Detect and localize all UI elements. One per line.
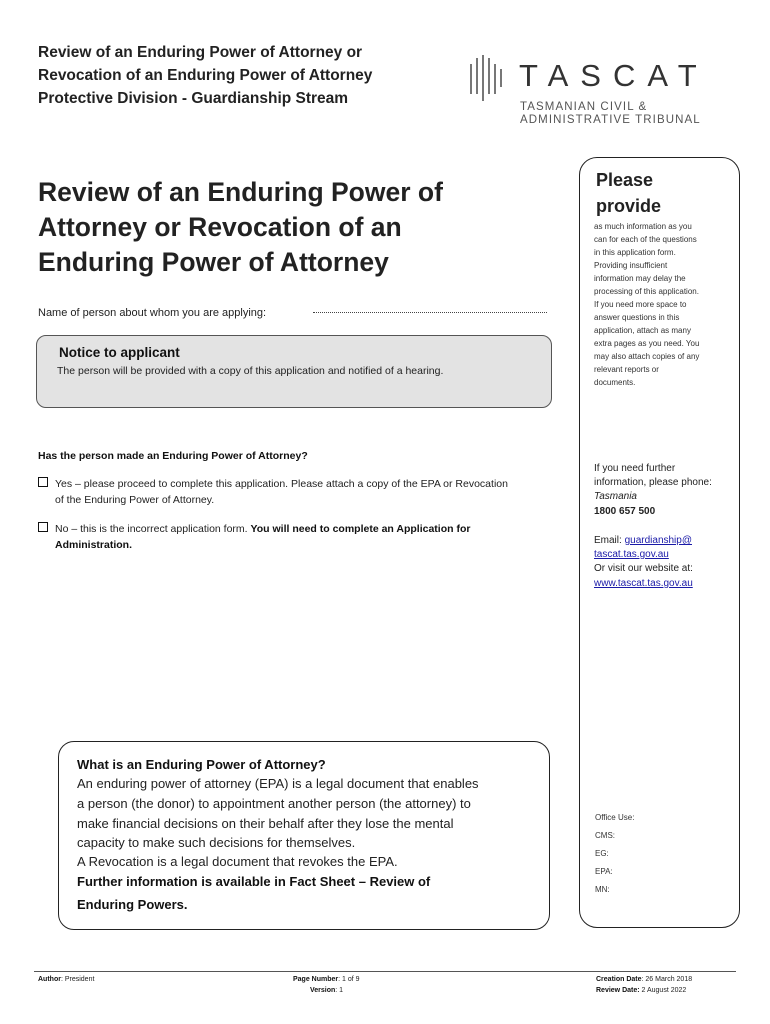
name-field-label: Name of person about whom you are applying: [38, 307, 267, 319]
office-use-cms: CMS: [595, 831, 615, 840]
footer-author-value: : President [60, 976, 95, 983]
no-option-bold-2: Administration. [55, 539, 133, 551]
logo-subtitle-line-1: TASMANIAN CIVIL & [520, 101, 648, 113]
sidebar-text-line: If you need more space to [594, 300, 687, 309]
sidebar-text-line: extra pages as you need. You [594, 339, 700, 348]
sidebar-text-line: documents. [594, 378, 636, 387]
website-link[interactable]: www.tascat.tas.gov.au [594, 578, 693, 589]
sidebar-heading-line-2: provide [596, 196, 662, 216]
email-label: Email: [594, 535, 622, 546]
sidebar-text-line: Providing insufficient [594, 261, 668, 270]
notice-box [36, 335, 552, 408]
footer-author-label: Author [38, 976, 61, 983]
sidebar-panel [579, 157, 740, 928]
page-title-line-2: Attorney or Revocation of an [38, 212, 402, 242]
footer-creation-date [596, 976, 692, 983]
footer-version [310, 987, 343, 994]
epa-info-heading: What is an Enduring Power of Attorney? [77, 757, 326, 772]
sidebar-text-line: in this application form. [594, 248, 676, 257]
footer-review-date [596, 987, 686, 994]
epa-info-line-5: A Revocation is a legal document that revokes the EPA. [77, 854, 398, 869]
no-option-bold: You will need to complete an Application for [250, 523, 471, 535]
sidebar-text-line: relevant reports or [594, 365, 659, 374]
footer-creation-label: Creation Date [596, 976, 642, 983]
office-use-label: Office Use: [595, 813, 635, 822]
yes-option-line-2: of the Enduring Power of Attorney. [55, 494, 215, 506]
email-line [594, 535, 692, 546]
sidebar-text-line: may also attach copies of any [594, 352, 700, 361]
tascat-logo-bars-icon [470, 55, 502, 101]
footer-review-value: 2 August 2022 [639, 987, 687, 994]
footer-version-label: Version [310, 987, 336, 994]
sidebar-heading-line-1: Please [596, 170, 654, 190]
no-option-plain: No – this is the incorrect application form. [55, 523, 248, 535]
footer-author [38, 976, 94, 983]
office-use-epa: EPA: [595, 867, 613, 876]
sidebar-text-line: application, attach as many [594, 326, 691, 335]
epa-info-line-3: make financial decisions on their behalf after they lose the mental [77, 816, 454, 831]
footer-version-value: : 1 [335, 987, 344, 994]
epa-info-line-4: capacity to make such decisions for themselves. [77, 835, 356, 850]
yes-checkbox[interactable] [38, 477, 48, 487]
contact-phone: 1800 657 500 [594, 506, 656, 517]
office-use-eg: EG: [595, 849, 609, 858]
notice-text: The person will be provided with a copy of this application and notified of a hearing. [57, 365, 444, 377]
footer-page-number [293, 976, 360, 983]
sidebar-text-line: answer questions in this [594, 313, 680, 322]
website-label: Or visit our website at: [594, 563, 693, 574]
header-title-line-2: Revocation of an Enduring Power of Attorney [38, 67, 373, 84]
notice-heading: Notice to applicant [59, 345, 180, 360]
epa-info-bold-line-2: Enduring Powers. [77, 897, 188, 912]
footer-creation-value: : 26 March 2018 [641, 976, 693, 983]
footer-page-label: Page Number [293, 976, 339, 983]
epa-question: Has the person made an Enduring Power of Attorney? [38, 450, 308, 462]
office-use-mn: MN: [595, 885, 610, 894]
header-title-line-1: Review of an Enduring Power of Attorney or [38, 44, 363, 61]
logo-subtitle-line-2: ADMINISTRATIVE TRIBUNAL [520, 114, 701, 126]
sidebar-text-line: information may delay the [594, 274, 686, 283]
footer-rule [34, 971, 736, 972]
email-link-part-1[interactable]: guardianship@ [624, 535, 692, 546]
no-option-line-2 [55, 537, 132, 553]
sidebar-text-line: can for each of the questions [594, 235, 697, 244]
epa-info-bold-line-1: Further information is available in Fact Sheet – Review of [77, 874, 431, 889]
header-title-line-3: Protective Division - Guardianship Stream [38, 90, 349, 107]
page-title-line-3: Enduring Power of Attorney [38, 247, 389, 277]
page-title-line-1: Review of an Enduring Power of [38, 177, 443, 207]
email-link-part-2[interactable]: tascat.tas.gov.au [594, 549, 669, 560]
name-field-input-line[interactable] [313, 312, 547, 313]
contact-region: Tasmania [594, 491, 637, 502]
footer-page-value: : 1 of 9 [338, 976, 360, 983]
no-option-line-1 [55, 521, 470, 537]
contact-text-line-1: If you need further [594, 463, 676, 474]
footer-review-label: Review Date: [596, 987, 640, 994]
yes-option-line-1: Yes – please proceed to complete this application. Please attach a copy of the EPA or Revocation [55, 478, 508, 490]
epa-info-line-1: An enduring power of attorney (EPA) is a legal document that enables [77, 776, 479, 791]
epa-info-box [58, 741, 550, 930]
tascat-logo-wordmark: TASCAT [519, 58, 709, 93]
no-checkbox[interactable] [38, 522, 48, 532]
sidebar-text-line: processing of this application. [594, 287, 699, 296]
sidebar-text-line: as much information as you [594, 222, 692, 231]
contact-text-line-2: information, please phone: [594, 477, 712, 488]
epa-info-line-2: a person (the donor) to appointment another person (the attorney) to [77, 796, 471, 811]
